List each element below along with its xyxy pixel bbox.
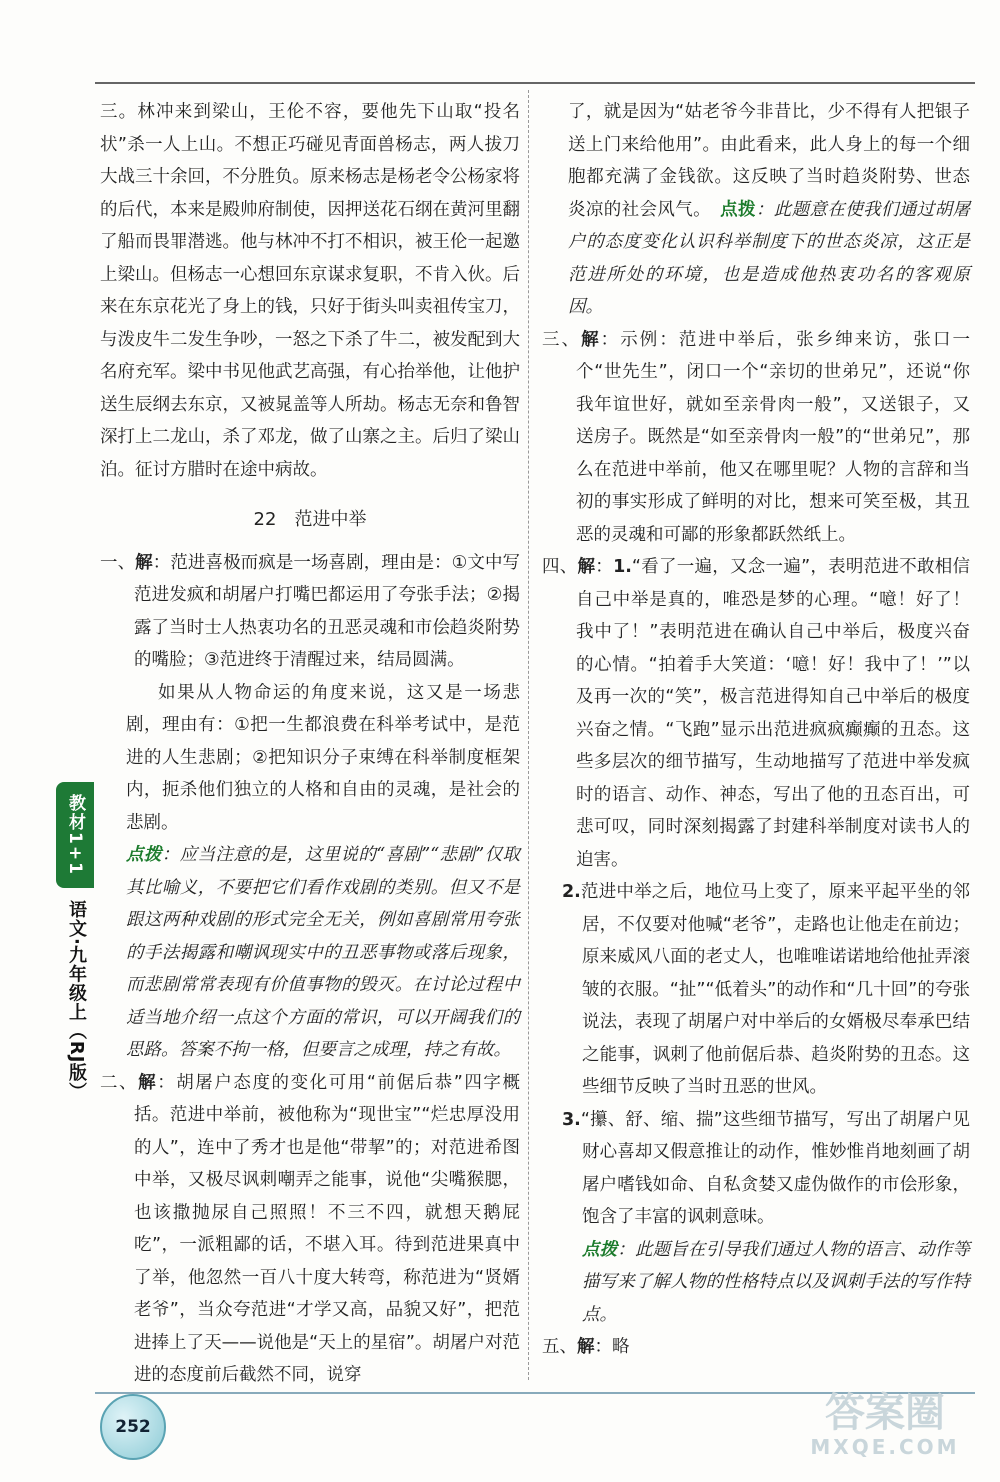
answer-label: 解 [581,329,601,350]
question-3-answer: 三、解：示例：范进中举后，张乡绅来访，张口一个“世先生”，闭口一个“亲切的世弟兄”，还说“你我年谊世好，就如至亲骨肉一般”，又送银子，又送房子。既然是“如至亲骨肉一般”的“世弟兄”，那么在范进中举前，他又在哪里呢？人物的言辞和当初的事实形成了鲜明的对比，想来可笑至极，其丑恶的灵魂和可鄙的形象都跃然纸上。 [542,329,971,545]
tip-label: 点拨 [582,1239,618,1260]
tip-label: 点拨 [720,199,756,220]
watermark-url: MXQE.COM [810,1435,960,1459]
answer-label: 解 [135,552,153,573]
watermark-logo: 答案圈 [825,1390,945,1436]
question-1-answer: 一、解：范进喜极而疯是一场喜剧，理由是：①文中写范进发疯和胡屠户打嘴巴都运用了夸张手法；②揭露了当时士人热衷功名的丑恶灵魂和市侩趋炎附势的嘴脸；③范进终于清醒过来，结局圆满。 [100,552,521,670]
question-1-tip: 点拨：应当注意的是，这里说的“喜剧”“悲剧”仅取其比喻义，不要把它们看作戏剧的类别。但又不是跟这两种戏剧的形式完全无关，例如喜剧常用夸张的手法揭露和嘲讽现实中的丑恶事物或落后现象，而悲剧常常表现有价值事物的毁灭。在讨论过程中适当地介绍一点这个方面的常识，可以开阔我们的思路。答案不拘一格，但要言之成理，持之有故。 [126,845,520,1060]
tip-label: 点拨 [126,845,162,865]
answer-label: 解 [577,557,596,577]
question-1-paragraph-2: 如果从人物命运的角度来说，这又是一场悲剧，理由有：①把一生都浪费在科举考试中，是范进的人生悲剧；②把知识分子束缚在科举制度框架内，扼杀他们独立的人格和自由的灵魂，是社会的悲剧。 [126,682,520,833]
side-tab-book-series: 教材1+1 [56,782,94,888]
side-subject-label: 语文·九年级上（RJ版） [66,900,87,1102]
page-number-badge [100,1394,166,1460]
question-4-answer-3: 3.“攥、舒、缩、揣”这些细节描写，写出了胡屠户见财心喜却又假意推让的动作，惟妙惟肖地刻画了胡屠户嗜钱如命、自私贪婪又虚伪做作的市侩形象，饱含了丰富的讽刺意味。 [562,1109,970,1227]
question-5-answer: 五、解：略 [542,1337,630,1357]
right-column [542,96,970,1364]
question-2-answer: 二、解：胡屠户态度的变化可用“前倨后恭”四字概括。范进中举前，被他称为“现世宝”“烂忠厚没用的人”，连中了秀才也是他“带挈”的；对范进希图中举，又极尽讽刺嘲弄之能事，说他“尖嘴猴腮，也该撒抛尿自己照照！不三不四，就想天鹅屁吃”，一派粗鄙的话，不堪入耳。待到范进果真中了举，他忽然一百八十度大转弯，称范进为“贤婿老爷”，当众夸范进“才学又高，品貌又好”，把范进捧上了天——说他是“天上的星宿”。胡屠户对范进的态度前后截然不同，说穿 [100,1072,520,1385]
question-4-answer-2: 2.范进中举之后，地位马上变了，原来平起平坐的邻居，不仅要对他喊“老爷”，走路也让他走在前边；原来威风八面的老丈人，也唯唯诺诺地给他扯弄滚皱的衣服。“扯”“低着头”的动作和“几十回”的夸张说法，表现了胡屠户对中举后的女婿极尽奉承巴结之能事，讽刺了他前倨后恭、趋炎附势的丑态。这些细节反映了当时丑恶的世风。 [562,882,970,1097]
section-3-answer: 三。林冲来到梁山，王伦不容，要他先下山取“投名状”杀一人上山。不想正巧碰见青面兽杨志，两人拔刀大战三十余回，不分胜负。原来杨志是杨老令公杨家将的后代，本来是殿帅府制使，因押送花石纲在黄河里翻了船而畏罪潜逃。他与林冲不打不相识，被王伦一起邀上梁山。但杨志一心想回东京谋求复职，不肯入伙。后来在东京花光了身上的钱，只好于街头叫卖祖传宝刀，与泼皮牛二发生争吵，一怒之下杀了牛二，被发配到大名府充军。梁中书见他武艺高强，有心抬举他，让他护送生辰纲去东京，又被晁盖等人所劫。杨志无奈和鲁智深打上二龙山，杀了邓龙，做了山寨之主。后归了梁山泊。征讨方腊时在途中病故。 [100,102,520,480]
lesson-title: 22 范进中举 [253,509,367,530]
page-number: 252 [115,1417,151,1437]
watermark [790,1392,980,1472]
question-2-continued: 了，就是因为“姑老爷今非昔比，少不得有人把银子送上门来给他用”。由此看来，此人身上的每一个细胞都充满了金钱欲。这反映了当时趋炎附势、世态炎凉的社会风气。 点拨：此题意在使我们通过胡屠户的态度变化认识科举制度下的世态炎凉，这正是范进所处的环境，也是造成他热衷功名的客观原因。 [568,102,970,317]
column-divider [528,90,529,1380]
answer-label: 解 [577,1337,595,1357]
answer-label: 解 [138,1072,158,1093]
question-4-tip: 点拨：此题旨在引导我们通过人物的语言、动作等描写来了解人物的性格特点以及讽刺手法的写作特点。 [582,1239,971,1325]
left-column [100,96,520,1392]
question-4-answer-1: 四、解：1.“看了一遍，又念一遍”，表明范进不敢相信自己中举是真的，唯恐是梦的心理。“噫！好了！我中了！”表明范进在确认自己中举后，极度兴奋的心情。“拍着手大笑道：‘噫！好！我中了！’”以及再一次的“笑”，极言范进得知自己中举后的极度兴奋之情。“飞跑”显示出范进疯疯癫癫的丑态。这些多层次的细节描写，生动地描写了范进中举发疯时的语言、动作、神态，写出了他的丑态百出，可悲可叹，同时深刻揭露了封建科举制度对读书人的迫害。 [542,557,971,870]
top-rule [95,82,975,84]
